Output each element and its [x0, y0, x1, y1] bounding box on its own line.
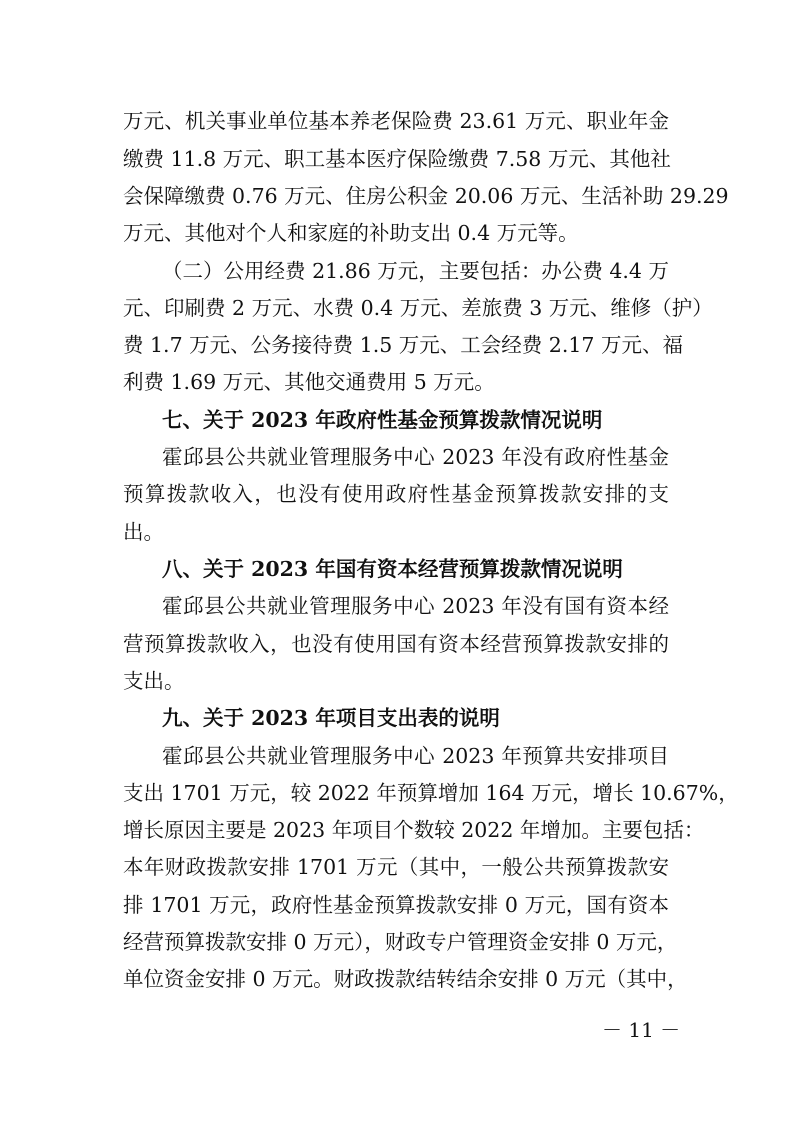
section-heading-7: 七、关于 2023 年政府性基金预算拨款情况说明: [162, 408, 603, 432]
paragraph-first-line: （二）公用经费 21.86 万元，主要包括：办公费 4.4 万: [162, 259, 669, 283]
paragraph-first-line: 霍邱县公共就业管理服务中心 2023 年没有国有资本经: [162, 594, 669, 618]
body-text-line: 单位资金安排 0 万元。财政拨款结转结余安排 0 万元（其中，: [123, 967, 688, 991]
body-text-line: 增长原因主要是 2023 年项目个数较 2022 年增加。主要包括：: [123, 818, 705, 842]
section-heading-8: 八、关于 2023 年国有资本经营预算拨款情况说明: [162, 557, 623, 581]
body-text-line: 出。: [123, 520, 164, 544]
body-text-line: 本年财政拨款安排 1701 万元（其中，一般公共预算拨款安: [123, 855, 669, 879]
body-text-line: 支出。: [123, 669, 185, 693]
body-text-line: 万元、机关事业单位基本养老保险费 23.61 万元、职业年金: [123, 109, 669, 133]
body-text-line: 费 1.7 万元、公务接待费 1.5 万元、工会经费 2.17 万元、福: [123, 333, 683, 357]
paragraph-first-line: 霍邱县公共就业管理服务中心 2023 年预算共安排项目: [162, 744, 669, 768]
body-text-line: 会保障缴费 0.76 万元、住房公积金 20.06 万元、生活补助 29.29: [123, 184, 729, 208]
section-heading-9: 九、关于 2023 年项目支出表的说明: [162, 706, 500, 730]
body-text-line: 缴费 11.8 万元、职工基本医疗保险缴费 7.58 万元、其他社: [123, 147, 671, 171]
body-text-line: 万元、其他对个人和家庭的补助支出 0.4 万元等。: [123, 221, 579, 245]
body-text-line: 经营预算拨款安排 0 万元），财政专户管理资金安排 0 万元，: [123, 930, 678, 954]
body-text-line: 元、印刷费 2 万元、水费 0.4 万元、差旅费 3 万元、维修（护）: [123, 296, 713, 320]
body-text-line: 排 1701 万元，政府性基金预算拨款安排 0 万元，国有资本: [123, 893, 669, 917]
page-number: － 11 －: [602, 1018, 681, 1042]
body-text-line: 支出 1701 万元，较 2022 年预算增加 164 万元，增长 10.67%，: [123, 781, 739, 805]
body-text-line: 营预算拨款收入，也没有使用国有资本经营预算拨款安排的: [123, 632, 669, 656]
body-text-line: 利费 1.69 万元、其他交通费用 5 万元。: [123, 370, 495, 394]
paragraph-first-line: 霍邱县公共就业管理服务中心 2023 年没有政府性基金: [162, 445, 669, 469]
body-text-line: 预算拨款收入，也没有使用政府性基金预算拨款安排的支: [123, 482, 669, 506]
